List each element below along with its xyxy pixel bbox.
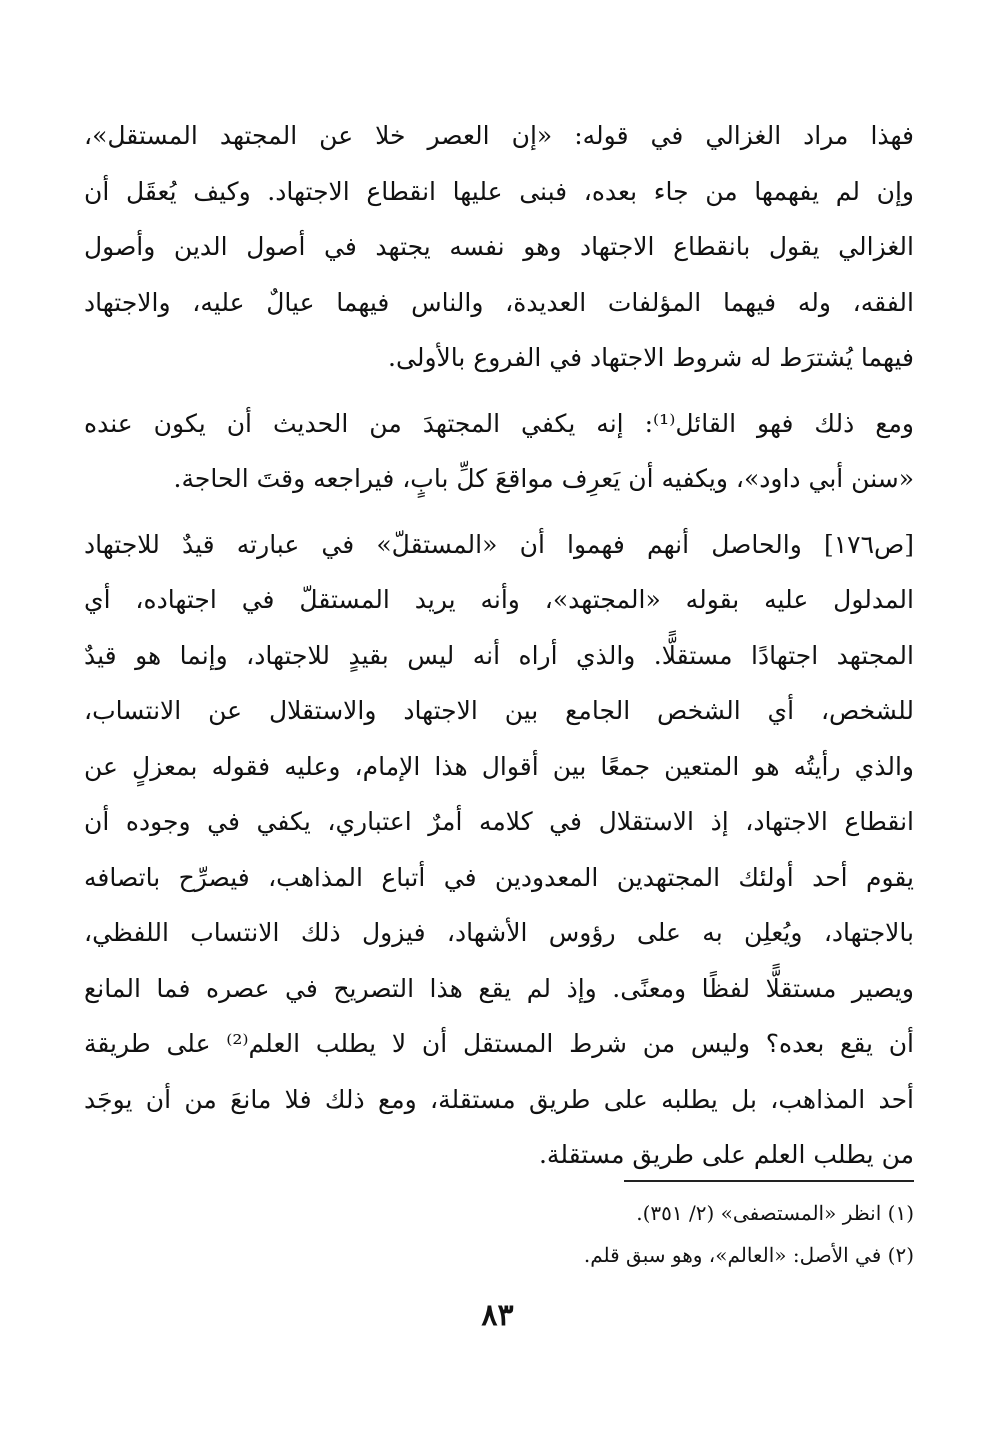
text-line: أن يقع بعده؟ وليس من شرط المستقل أن لا يطلب العلم⁽²⁾ على طريقة	[84, 1029, 914, 1058]
text-line: بالاجتهاد، ويُعلِن به على رؤوس الأشهاد، فيزول ذلك الانتساب اللفظي،	[84, 918, 914, 947]
footnote-2: (٢) في الأصل: «العالم»، وهو سبق قلم.	[583, 1243, 914, 1267]
footnote-1: (١) انظر «المستصفى» (٢/ ٣٥١).	[636, 1201, 914, 1225]
text-line: ومع ذلك فهو القائل⁽¹⁾: إنه يكفي المجتهدَ من الحديث أن يكون عنده	[84, 408, 914, 438]
footnote-separator	[624, 1180, 914, 1182]
footnotes	[300, 1192, 914, 1276]
text-line: فيهما يُشترَط له شروط الاجتهاد في الفروع بالأولى.	[388, 343, 914, 372]
text-line: انقطاع الاجتهاد، إذ الاستقلال في كلامه أمرٌ اعتباري، يكفي في وجوده أن	[84, 807, 914, 836]
text-line: والذي رأيتُه هو المتعين جمعًا بين أقوال هذا الإمام، وعليه فقوله بمعزلٍ عن	[84, 751, 914, 781]
text-line: أحد المذاهب، بل يطلبه على طريق مستقلة، ومع ذلك فلا مانعَ من أن يوجَد	[84, 1084, 914, 1114]
text-line: للشخص، أي الشخص الجامع بين الاجتهاد والاستقلال عن الانتساب،	[84, 696, 914, 725]
paragraph-2	[84, 396, 914, 507]
text-line: من يطلب العلم على طريق مستقلة.	[538, 1140, 914, 1169]
text-line: يقوم أحد أولئك المجتهدين المعدودين في أتباع المذاهب، فيصرِّح باتصافه	[84, 862, 914, 892]
text-line: الفقه، وله فيهما المؤلفات العديدة، والناس فيهما عيالٌ عليه، والاجتهاد	[84, 287, 914, 317]
paragraph-1	[84, 108, 914, 386]
text-line: فهذا مراد الغزالي في قوله: «إن العصر خلا عن المجتهد المستقل»،	[84, 121, 914, 150]
text-line: ويصير مستقلًّا لفظًا ومعنًى. وإذ لم يقع هذا التصريح في عصره فما المانع	[84, 973, 914, 1003]
text-line: الغزالي يقول بانقطاع الاجتهاد وهو نفسه يجتهد في أصول الدين وأصول	[84, 232, 914, 261]
text-line: المجتهد اجتهادًا مستقلًّا. والذي أراه أنه ليس بقيدٍ للاجتهاد، وإنما هو قيدٌ	[84, 640, 914, 670]
text-line: المدلول عليه بقوله «المجتهد»، وأنه يريد المستقلّ في اجتهاده، أي	[84, 585, 914, 614]
main-text	[84, 108, 914, 1193]
page-number: ٨٣	[481, 1298, 514, 1333]
text-line: وإن لم يفهمها من جاء بعده، فبنى عليها انقطاع الاجتهاد. وكيف يُعقَل أن	[84, 176, 914, 206]
text-line: «سنن أبي داود»، ويكفيه أن يَعرِف مواقعَ كلِّ بابٍ، فيراجعه وقتَ الحاجة.	[173, 464, 914, 493]
paragraph-3	[84, 517, 914, 1183]
text-line: [ص١٧٦] والحاصل أنهم فهموا أن «المستقلّ» في عبارته قيدٌ للاجتهاد	[84, 529, 914, 559]
